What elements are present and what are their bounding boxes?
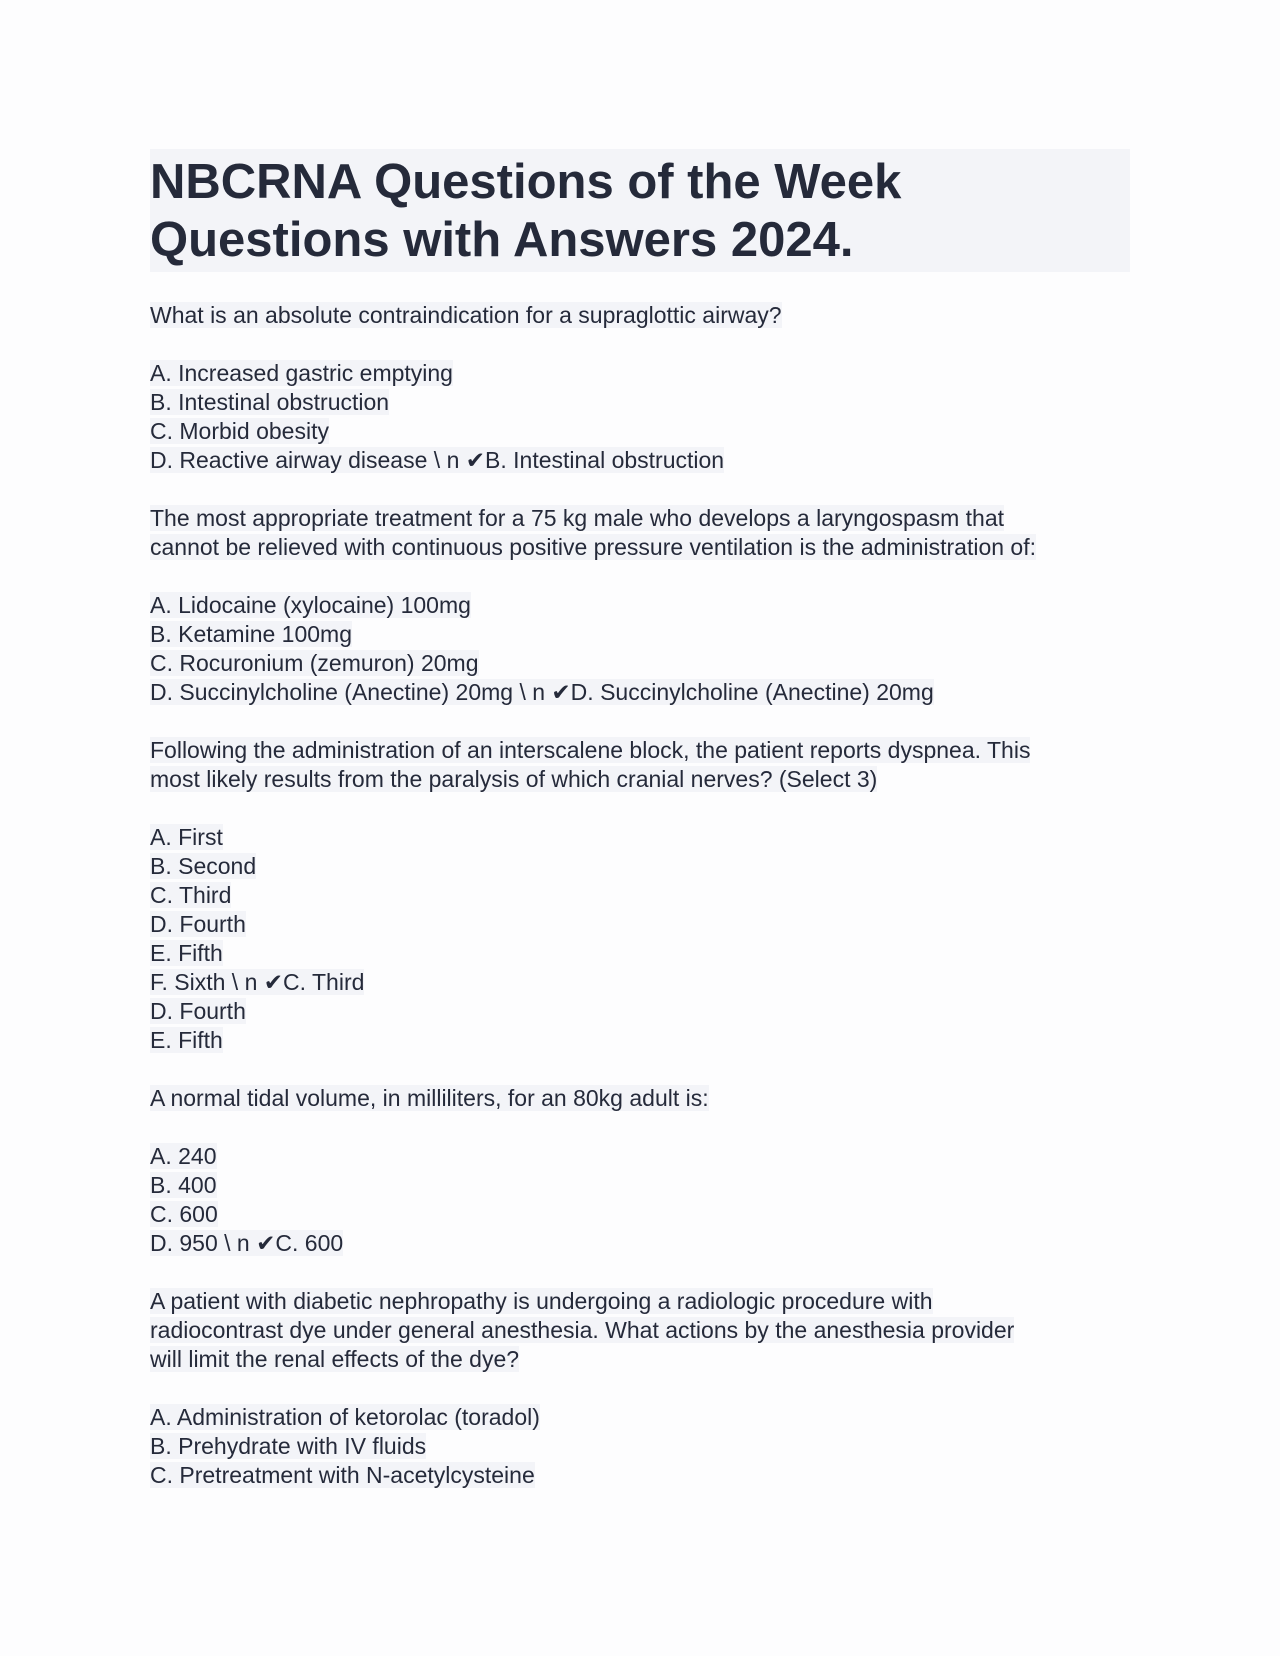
question-line-text: most likely results from the paralysis of which cranial nerves? (Select 3) (150, 766, 878, 792)
question-line-text: The most appropriate treatment for a 75 kg male who develops a laryngospasm that (150, 505, 1005, 531)
option-text: A. Administration of ketorolac (toradol) (150, 1404, 540, 1430)
option-text: C. 600 (150, 1201, 218, 1227)
option-line (150, 678, 1130, 707)
option-line (150, 939, 1130, 968)
option-line (150, 620, 1130, 649)
question-line (150, 1345, 1130, 1374)
option-text: A. Lidocaine (xylocaine) 100mg (150, 592, 471, 618)
option-line (150, 910, 1130, 939)
option-text: C. Third (150, 882, 232, 908)
option-text: B. Ketamine 100mg (150, 621, 353, 647)
option-line (150, 359, 1130, 388)
question-line-text: radiocontrast dye under general anesthesia. What actions by the anesthesia provider (150, 1317, 1015, 1343)
question-line (150, 504, 1130, 533)
option-text: D. 950 \ n ✔C. 600 (150, 1230, 344, 1256)
option-line (150, 1200, 1130, 1229)
option-text: A. First (150, 824, 223, 850)
question-line-text: What is an absolute contraindication for a supraglottic airway? (150, 302, 782, 328)
option-text: D. Succinylcholine (Anectine) 20mg \ n ✔D. Succinylcholine (Anectine) 20mg (150, 679, 934, 705)
document-content (150, 149, 1130, 1490)
answer-options (150, 823, 1130, 1055)
option-line (150, 446, 1130, 475)
option-line (150, 1171, 1130, 1200)
option-line (150, 1432, 1130, 1461)
question-line (150, 1084, 1130, 1113)
option-text: D. Reactive airway disease \ n ✔B. Intestinal obstruction (150, 447, 725, 473)
option-text: C. Morbid obesity (150, 418, 329, 444)
option-line (150, 1229, 1130, 1258)
question-line-text: A patient with diabetic nephropathy is undergoing a radiologic procedure with (150, 1288, 933, 1314)
question-line-text: cannot be relieved with continuous positive pressure ventilation is the administration of: (150, 534, 1036, 560)
option-text: B. Prehydrate with IV fluids (150, 1433, 427, 1459)
option-text: B. 400 (150, 1172, 217, 1198)
question-line (150, 765, 1130, 794)
question-line (150, 1287, 1130, 1316)
option-text: B. Intestinal obstruction (150, 389, 390, 415)
question-text (150, 1287, 1130, 1374)
option-line (150, 1026, 1130, 1055)
question-line-text: A normal tidal volume, in milliliters, for an 80kg adult is: (150, 1085, 709, 1111)
option-text: F. Sixth \ n ✔C. Third (150, 969, 365, 995)
option-line (150, 881, 1130, 910)
question-text (150, 301, 1130, 330)
option-line (150, 823, 1130, 852)
title-line-2: Questions with Answers 2024. (150, 213, 854, 267)
question-line (150, 533, 1130, 562)
option-line (150, 852, 1130, 881)
option-line (150, 997, 1130, 1026)
option-text: D. Fourth (150, 911, 246, 937)
question-text (150, 1084, 1130, 1113)
option-line (150, 1403, 1130, 1432)
question-line (150, 736, 1130, 765)
option-line (150, 649, 1130, 678)
answer-options (150, 359, 1130, 475)
answer-options (150, 591, 1130, 707)
option-line (150, 591, 1130, 620)
option-line (150, 1461, 1130, 1490)
option-text: E. Fifth (150, 940, 223, 966)
option-line (150, 968, 1130, 997)
option-line (150, 417, 1130, 446)
option-line (150, 1142, 1130, 1171)
option-text: C. Rocuronium (zemuron) 20mg (150, 650, 479, 676)
question-text (150, 736, 1130, 794)
option-line (150, 388, 1130, 417)
question-line-text: will limit the renal effects of the dye? (150, 1346, 520, 1372)
question-text (150, 504, 1130, 562)
option-text: E. Fifth (150, 1027, 223, 1053)
answer-options (150, 1142, 1130, 1258)
option-text: A. 240 (150, 1143, 217, 1169)
option-text: A. Increased gastric emptying (150, 360, 453, 386)
question-line-text: Following the administration of an interscalene block, the patient reports dyspnea. This (150, 737, 1031, 763)
answer-options (150, 1403, 1130, 1490)
question-blocks (150, 301, 1130, 1490)
option-text: C. Pretreatment with N-acetylcysteine (150, 1462, 535, 1488)
document-title (150, 149, 1130, 272)
question-line (150, 301, 1130, 330)
title-line-1: NBCRNA Questions of the Week (150, 155, 902, 209)
question-line (150, 1316, 1130, 1345)
option-text: D. Fourth (150, 998, 246, 1024)
option-text: B. Second (150, 853, 257, 879)
